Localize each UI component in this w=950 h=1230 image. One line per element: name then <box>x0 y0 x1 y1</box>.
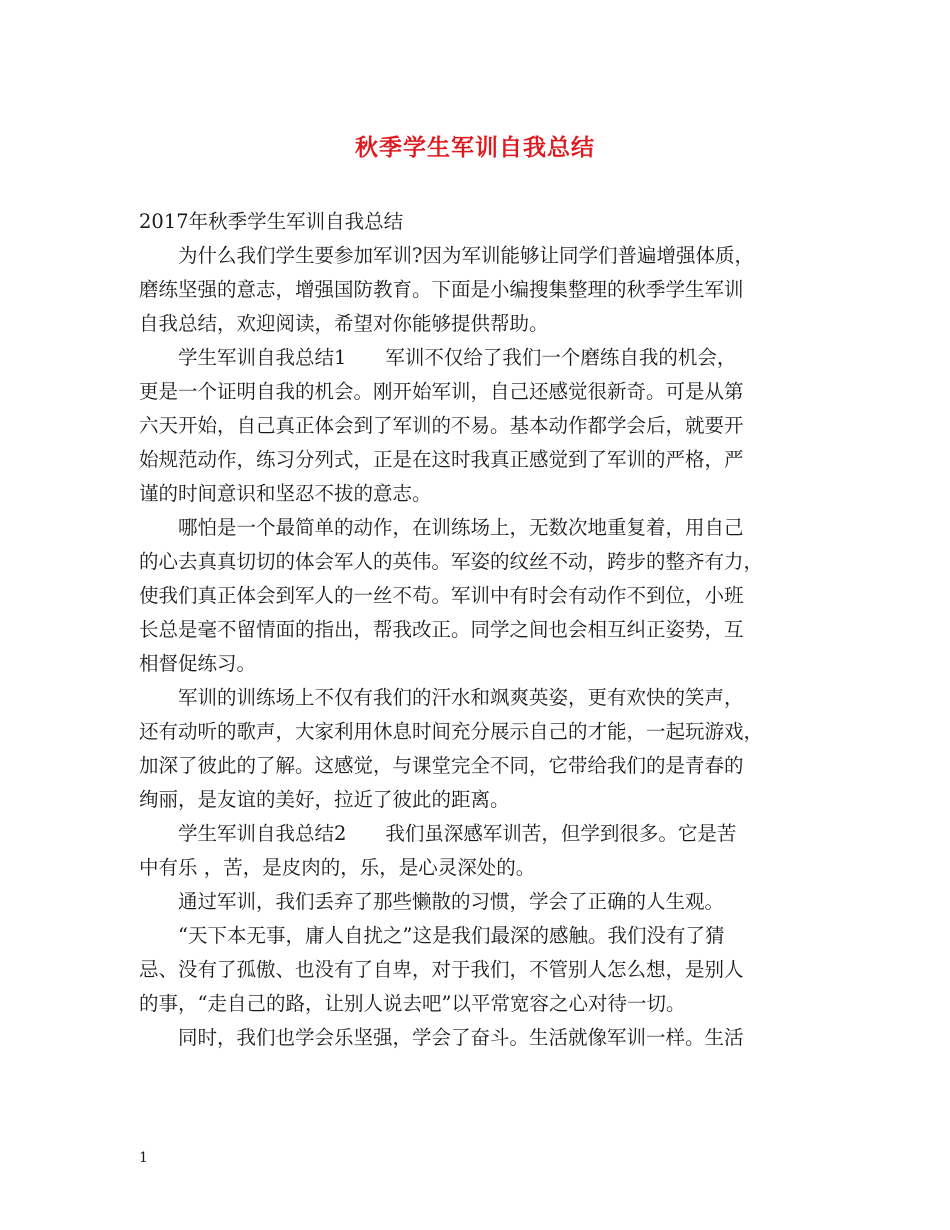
text-line: 军训的训练场上不仅有我们的汗水和飒爽英姿，更有欢快的笑声， <box>139 686 744 709</box>
page-number: 1 <box>139 1150 148 1166</box>
text-line: 六天开始，自己真正体会到了军训的不易。基本动作都学会后，就要开 <box>139 414 744 437</box>
text-line: 谨的时间意识和坚忍不拔的意志。 <box>139 482 432 505</box>
text-line: 2017年秋季学生军训自我总结 <box>139 210 404 233</box>
text-line: 自我总结，欢迎阅读，希望对你能够提供帮助。 <box>139 312 549 335</box>
text-line: 磨练坚强的意志，增强国防教育。下面是小编搜集整理的秋季学生军训 <box>139 278 744 301</box>
text-line: 始规范动作，练习分列式，正是在这时我真正感觉到了军训的严格，严 <box>139 448 744 471</box>
text-line: 更是一个证明自我的机会。刚开始军训，自己还感觉很新奇。可是从第 <box>139 380 744 403</box>
text-line: 同时，我们也学会乐坚强，学会了奋斗。生活就像军训一样。生活 <box>139 1026 744 1049</box>
text-line: 加深了彼此的了解。这感觉，与课堂完全不同，它带给我们的是青春的 <box>139 754 744 777</box>
document-body <box>139 205 829 1055</box>
text-line: 为什么我们学生要参加军训?因为军训能够让同学们普遍增强体质， <box>139 244 754 267</box>
text-line: “天下本无事，庸人自扰之”这是我们最深的感触。我们没有了猜 <box>139 924 725 947</box>
text-line: 通过军训，我们丢弃了那些懒散的习惯，学会了正确的人生观。 <box>139 890 725 913</box>
text-line: 的事，“走自己的路，让别人说去吧”以平常宽容之心对待一切。 <box>139 992 686 1015</box>
document-title: 秋季学生军训自我总结 <box>355 134 595 161</box>
text-line: 学生军训自我总结2 我们虽深感军训苦，但学到很多。它是苦 <box>139 822 737 845</box>
text-line: 绚丽，是友谊的美好，拉近了彼此的距离。 <box>139 788 510 811</box>
text-line: 忌、没有了孤傲、也没有了自卑，对于我们，不管别人怎么想，是别人 <box>139 958 744 981</box>
text-line: 相督促练习。 <box>139 652 257 675</box>
text-line: 中有乐 ，苦，是皮肉的，乐，是心灵深处的。 <box>139 856 536 879</box>
text-line: 学生军训自我总结1 军训不仅给了我们一个磨练自我的机会， <box>139 346 737 369</box>
text-line: 的心去真真切切的体会军人的英伟。军姿的纹丝不动，跨步的整齐有力， <box>139 550 764 573</box>
text-line: 使我们真正体会到军人的一丝不苟。军训中有时会有动作不到位，小班 <box>139 584 744 607</box>
text-line: 长总是毫不留情面的指出，帮我改正。同学之间也会相互纠正姿势，互 <box>139 618 744 641</box>
text-line: 哪怕是一个最简单的动作，在训练场上，无数次地重复着，用自己 <box>139 516 744 539</box>
text-line: 还有动听的歌声，大家利用休息时间充分展示自己的才能，一起玩游戏， <box>139 720 764 743</box>
